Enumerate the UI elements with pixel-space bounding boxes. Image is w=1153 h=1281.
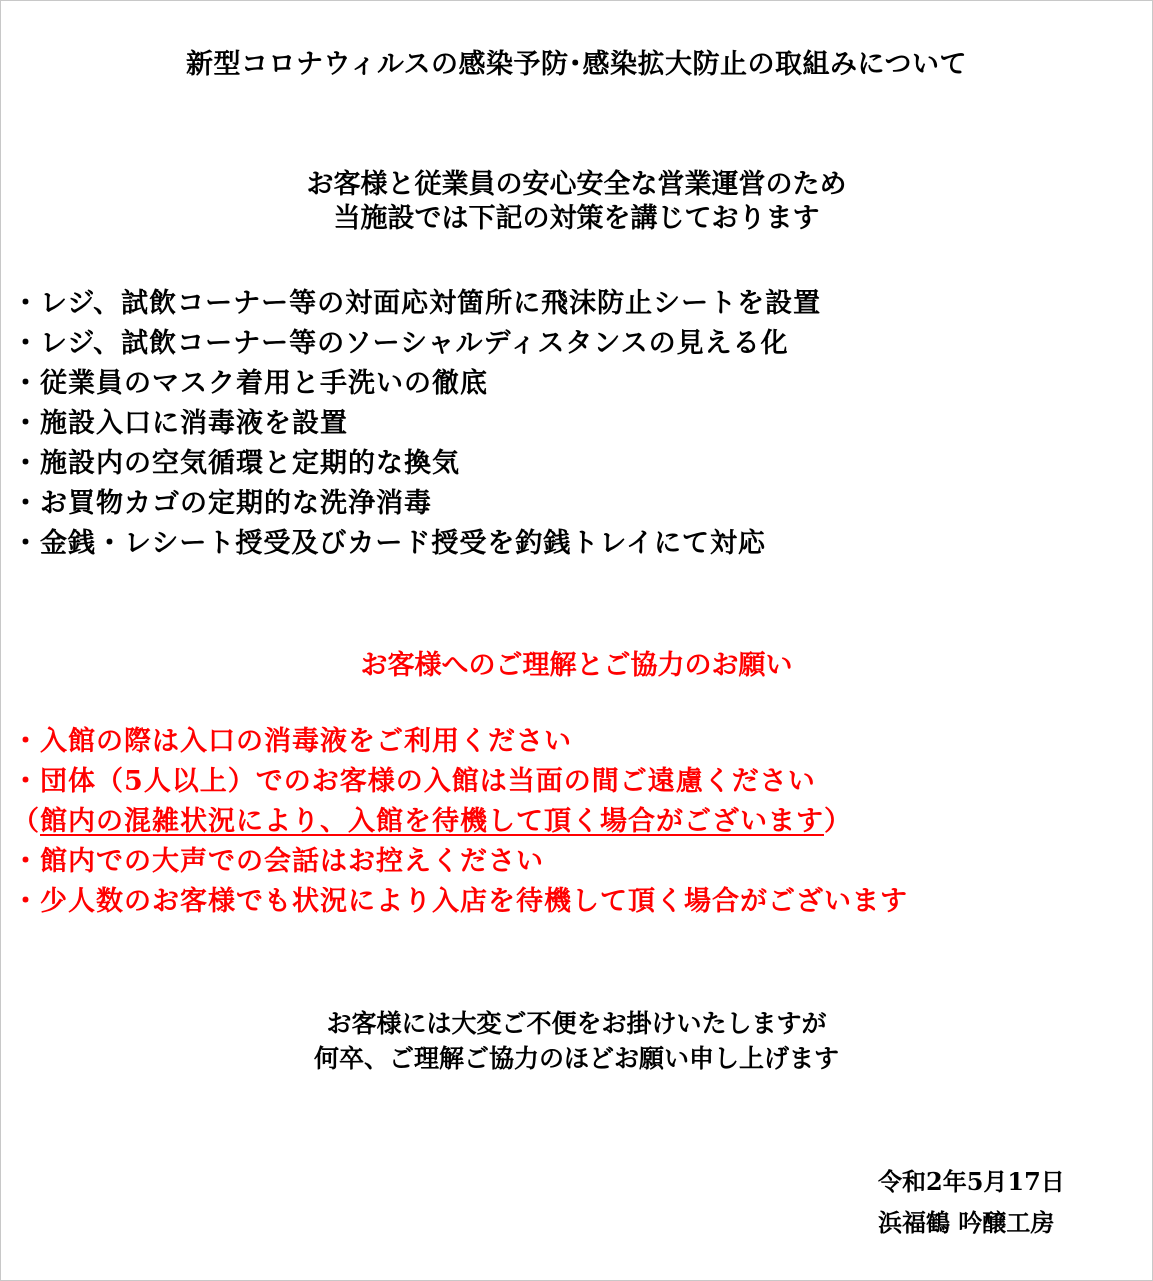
measure-item-social-distance: ・レジ、試飲コーナー等のソーシャルディスタンスの見える化 (12, 328, 789, 359)
measure-item-ventilation: ・施設内の空気循環と定期的な換気 (12, 448, 460, 479)
request-note-waiting (12, 802, 908, 842)
measure-item-basket-cleaning: ・お買物カゴの定期的な洗浄消毒 (12, 488, 432, 519)
notice-title: 新型コロナウィルスの感染予防･感染拡大防止の取組みについて (185, 49, 968, 80)
closing-line-1: お客様には大変ご不便をお掛けいたしますが (326, 1009, 827, 1038)
note-close-paren: ） (824, 806, 852, 837)
request-item-disinfect: ・入館の際は入口の消毒液をご利用ください (12, 726, 572, 757)
note-text: 館内の混雑状況により、入館を待機して頂く場合がございます (40, 806, 824, 837)
intro-line-1: お客様と従業員の安心安全な営業運営のため (306, 169, 847, 200)
measure-item-disinfectant: ・施設入口に消毒液を設置 (12, 408, 348, 439)
intro-block (0, 168, 1153, 236)
closing-line-2: 何卒、ご理解ご協力のほどお願い申し上げます (313, 1044, 839, 1073)
request-item-small-groups: ・少人数のお客様でも状況により入店を待機して頂く場合がございます (12, 886, 908, 917)
notice-date: 令和2年5月17日 (878, 1167, 1065, 1196)
notice-author: 浜福鶴 吟醸工房 (878, 1208, 1055, 1237)
closing-block (0, 1006, 1153, 1076)
note-open-paren: （ (12, 806, 40, 837)
measures-list (12, 284, 821, 564)
request-item-quiet: ・館内での大声での会話はお控えください (12, 846, 544, 877)
measure-item-splash-sheet: ・レジ、試飲コーナー等の対面応対箇所に飛沫防止シートを設置 (12, 288, 822, 319)
request-item-groups: ・団体（5人以上）でのお客様の入館は当面の間ご遠慮ください (12, 766, 816, 797)
intro-line-2: 当施設では下記の対策を講じております (333, 203, 820, 234)
measure-item-staff-masks: ・従業員のマスク着用と手洗いの徹底 (12, 368, 488, 399)
request-heading: お客様へのご理解とご協力のお願い (360, 650, 793, 681)
requests-list (12, 722, 908, 922)
measure-item-change-tray: ・金銭・レシート授受及びカード授受を釣銭トレイにて対応 (12, 528, 766, 559)
